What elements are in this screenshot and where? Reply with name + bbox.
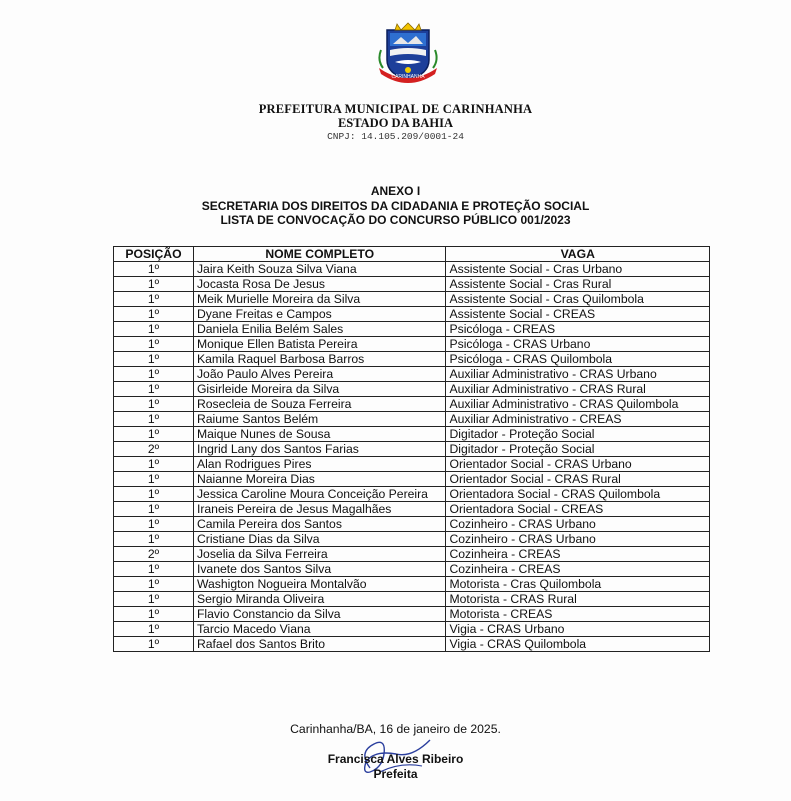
vacancy-cell: Orientador Social - CRAS Rural <box>446 472 710 487</box>
name-cell: Jocasta Rosa De Jesus <box>193 277 446 292</box>
name-cell: João Paulo Alves Pereira <box>193 367 446 382</box>
svg-text:CARINHANHA: CARINHANHA <box>391 74 425 80</box>
position-cell: 1º <box>114 397 194 412</box>
position-cell: 1º <box>114 472 194 487</box>
table-row <box>114 337 710 352</box>
position-cell: 1º <box>114 382 194 397</box>
position-cell: 1º <box>114 562 194 577</box>
position-cell: 1º <box>114 502 194 517</box>
name-cell: Dyane Freitas e Campos <box>193 307 446 322</box>
table-row <box>114 367 710 382</box>
position-cell: 1º <box>114 307 194 322</box>
table-row <box>114 442 710 457</box>
table-row <box>114 292 710 307</box>
name-cell: Maique Nunes de Sousa <box>193 427 446 442</box>
name-cell: Sergio Miranda Oliveira <box>193 592 446 607</box>
table-row <box>114 607 710 622</box>
vacancy-cell: Orientadora Social - CREAS <box>446 502 710 517</box>
name-cell: Tarcio Macedo Viana <box>193 622 446 637</box>
vacancy-cell: Digitador - Proteção Social <box>446 442 710 457</box>
column-header-position: POSIÇÃO <box>114 247 194 262</box>
name-cell: Ingrid Lany dos Santos Farias <box>193 442 446 457</box>
name-cell: Monique Ellen Batista Pereira <box>193 337 446 352</box>
name-cell: Raiume Santos Belém <box>193 412 446 427</box>
vacancy-cell: Auxiliar Administrativo - CRAS Rural <box>446 382 710 397</box>
table-row <box>114 457 710 472</box>
name-cell: Rafael dos Santos Brito <box>193 637 446 652</box>
name-cell: Alan Rodrigues Pires <box>193 457 446 472</box>
table-row <box>114 277 710 292</box>
table-row <box>114 562 710 577</box>
table-row <box>114 517 710 532</box>
signer-role: Prefeita <box>373 767 418 781</box>
table-row <box>114 622 710 637</box>
place-date: Carinhanha/BA, 16 de janeiro de 2025. <box>290 722 501 736</box>
vacancy-cell: Psicóloga - CREAS <box>446 322 710 337</box>
table-row <box>114 262 710 277</box>
name-cell: Joselia da Silva Ferreira <box>193 547 446 562</box>
table-row <box>114 322 710 337</box>
municipal-crest-icon <box>373 20 443 84</box>
name-cell: Flavio Constancio da Silva <box>193 607 446 622</box>
name-cell: Jaira Keith Souza Silva Viana <box>193 262 446 277</box>
vacancy-cell: Motorista - Cras Quilombola <box>446 577 710 592</box>
table-row <box>114 547 710 562</box>
vacancy-cell: Assistente Social - Cras Urbano <box>446 262 710 277</box>
column-header-name: NOME COMPLETO <box>193 247 446 262</box>
table-row <box>114 397 710 412</box>
position-cell: 1º <box>114 487 194 502</box>
table-row <box>114 307 710 322</box>
name-cell: Gisirleide Moreira da Silva <box>193 382 446 397</box>
table-row <box>114 532 710 547</box>
vacancy-cell: Assistente Social - CREAS <box>446 307 710 322</box>
vacancy-cell: Vigia - CRAS Urbano <box>446 622 710 637</box>
vacancy-cell: Cozinheira - CREAS <box>446 562 710 577</box>
vacancy-cell: Cozinheiro - CRAS Urbano <box>446 517 710 532</box>
state-name: ESTADO DA BAHIA <box>337 116 454 130</box>
position-cell: 1º <box>114 367 194 382</box>
name-cell: Ivanete dos Santos Silva <box>193 562 446 577</box>
list-title: LISTA DE CONVOCAÇÃO DO CONCURSO PÚBLICO 001/2023 <box>220 213 571 227</box>
table-row <box>114 592 710 607</box>
position-cell: 1º <box>114 277 194 292</box>
position-cell: 1º <box>114 322 194 337</box>
vacancy-cell: Motorista - CRAS Rural <box>446 592 710 607</box>
name-cell: Camila Pereira dos Santos <box>193 517 446 532</box>
position-cell: 2º <box>114 442 194 457</box>
vacancy-cell: Auxiliar Administrativo - CREAS <box>446 412 710 427</box>
convocation-table <box>113 246 710 652</box>
table-row <box>114 577 710 592</box>
position-cell: 1º <box>114 262 194 277</box>
table-row <box>114 637 710 652</box>
vacancy-cell: Auxiliar Administrativo - CRAS Quilombola <box>446 397 710 412</box>
name-cell: Iraneis Pereira de Jesus Magalhães <box>193 502 446 517</box>
table-row <box>114 502 710 517</box>
column-header-vacancy: VAGA <box>446 247 710 262</box>
vacancy-cell: Vigia - CRAS Quilombola <box>446 637 710 652</box>
table-body <box>114 262 710 652</box>
position-cell: 1º <box>114 337 194 352</box>
position-cell: 1º <box>114 517 194 532</box>
vacancy-cell: Cozinheiro - CRAS Urbano <box>446 532 710 547</box>
table-row <box>114 412 710 427</box>
name-cell: Washigton Nogueira Montalvão <box>193 577 446 592</box>
table-row <box>114 487 710 502</box>
name-cell: Meik Murielle Moreira da Silva <box>193 292 446 307</box>
vacancy-cell: Assistente Social - Cras Quilombola <box>446 292 710 307</box>
position-cell: 1º <box>114 592 194 607</box>
vacancy-cell: Digitador - Proteção Social <box>446 427 710 442</box>
position-cell: 1º <box>114 577 194 592</box>
position-cell: 1º <box>114 292 194 307</box>
vacancy-cell: Psicóloga - CRAS Urbano <box>446 337 710 352</box>
table-row <box>114 427 710 442</box>
vacancy-cell: Assistente Social - Cras Rural <box>446 277 710 292</box>
department-title: SECRETARIA DOS DIREITOS DA CIDADANIA E PROTEÇÃO SOCIAL <box>201 199 590 213</box>
name-cell: Kamila Raquel Barbosa Barros <box>193 352 446 367</box>
position-cell: 2º <box>114 547 194 562</box>
table-row <box>114 352 710 367</box>
position-cell: 1º <box>114 352 194 367</box>
vacancy-cell: Auxiliar Administrativo - CRAS Urbano <box>446 367 710 382</box>
vacancy-cell: Motorista - CREAS <box>446 607 710 622</box>
org-name: PREFEITURA MUNICIPAL DE CARINHANHA <box>258 102 533 116</box>
vacancy-cell: Psicóloga - CRAS Quilombola <box>446 352 710 367</box>
position-cell: 1º <box>114 532 194 547</box>
position-cell: 1º <box>114 412 194 427</box>
name-cell: Rosecleia de Souza Ferreira <box>193 397 446 412</box>
vacancy-cell: Orientadora Social - CRAS Quilombola <box>446 487 710 502</box>
name-cell: Jessica Caroline Moura Conceição Pereira <box>193 487 446 502</box>
position-cell: 1º <box>114 607 194 622</box>
name-cell: Naianne Moreira Dias <box>193 472 446 487</box>
name-cell: Daniela Enilia Belém Sales <box>193 322 446 337</box>
table-row <box>114 472 710 487</box>
position-cell: 1º <box>114 622 194 637</box>
position-cell: 1º <box>114 427 194 442</box>
annex-title: ANEXO I <box>370 184 421 198</box>
table-header-row <box>114 247 710 262</box>
vacancy-cell: Cozinheira - CREAS <box>446 547 710 562</box>
signer-name: Francisca Alves Ribeiro <box>327 752 464 766</box>
table-row <box>114 382 710 397</box>
vacancy-cell: Orientador Social - CRAS Urbano <box>446 457 710 472</box>
position-cell: 1º <box>114 457 194 472</box>
cnpj-line: CNPJ: 14.105.209/0001-24 <box>327 131 464 142</box>
position-cell: 1º <box>114 637 194 652</box>
name-cell: Cristiane Dias da Silva <box>193 532 446 547</box>
